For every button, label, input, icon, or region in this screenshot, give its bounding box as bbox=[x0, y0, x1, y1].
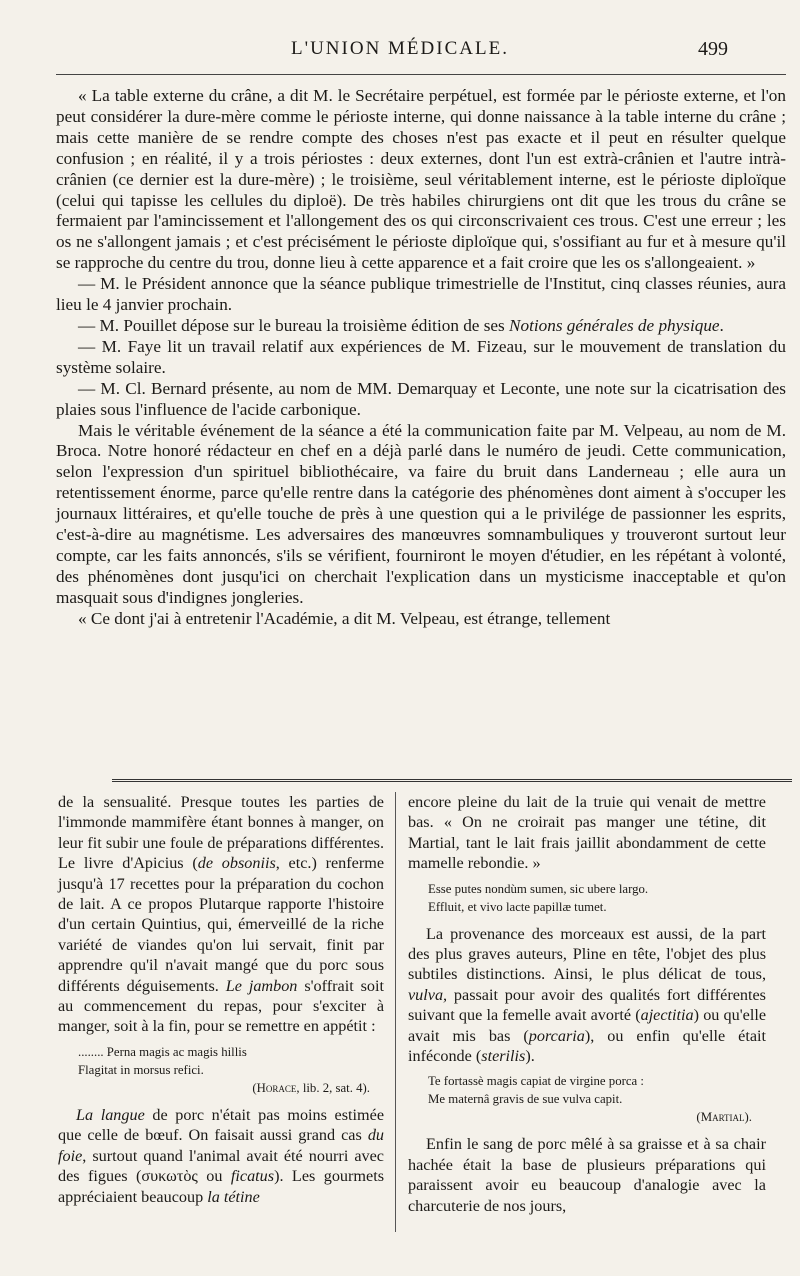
text-run: de porc n'était pas moins estimée que celle de bœuf. On faisait aussi grand cas bbox=[58, 1105, 384, 1145]
header-rule bbox=[56, 74, 786, 75]
quote-line: Me maternâ gravis de sue vulva capit. bbox=[428, 1092, 623, 1107]
italic-run: du foie bbox=[58, 1126, 384, 1165]
quote-line: Effluit, et vivo lacte papillæ tumet. bbox=[428, 899, 607, 914]
pouillet-end: . bbox=[719, 315, 724, 335]
text-run: passait pour avoir des qualités fort différentes suivant que la femelle avait avorté ( bbox=[408, 985, 766, 1025]
cite-author: Martial bbox=[700, 1110, 745, 1125]
text-run: ou bbox=[197, 1167, 231, 1186]
martial-quote-1 bbox=[428, 880, 766, 916]
martial-quote-2 bbox=[428, 1072, 766, 1126]
quote-line: Esse putes nondùm sumen, sic ubere largo. bbox=[428, 881, 649, 896]
italic-run: vulva, bbox=[408, 985, 448, 1004]
italic-run: La langue bbox=[76, 1105, 145, 1124]
quote-line: Te fortassè magis capiat de virgine porca : bbox=[428, 1074, 644, 1089]
right-paragraph-1: encore pleine du lait de la truie qui venait de mettre bas. « On ne croirait pas manger une tétine, dit Martial, tant le lait frais jaillit abondamment de cette mamelle rebondie. » bbox=[408, 793, 766, 873]
text-run: ). Les gourmets appréciaient beaucoup bbox=[58, 1167, 384, 1206]
page-header bbox=[60, 38, 740, 68]
italic-run: ficatus bbox=[230, 1167, 275, 1186]
text-run: , etc.) renferme jusqu'à 17 recettes pour la préparation du cochon de lait. A ce propos Plutarque rapporte l'histoire d'un certain Quintius, qui, émerveillé de la riche variété de viandes qu'on lui servait, finit par apprendre qu'il n'avait mangé que du porc sous différents déguisements. bbox=[58, 854, 385, 995]
quote-line: ........ Perna magis ac magis hillis bbox=[78, 1044, 247, 1059]
pouillet-text: — M. Pouillet dépose sur le bureau la troisième édition de ses bbox=[78, 315, 510, 335]
italic-run: de obsoniis bbox=[197, 854, 276, 873]
paragraph-velpeau-quote: « Ce dont j'ai à entretenir l'Académie, a dit M. Velpeau, est étrange, tellement bbox=[78, 608, 611, 628]
book-title: Notions générales de physique bbox=[509, 315, 720, 335]
text-run: s'offrait soit au commencement du repas, pour s'exciter à manger, soit à la fin, pour se remettre en appétit : bbox=[58, 976, 384, 1036]
italic-run: porcaria bbox=[528, 1026, 585, 1045]
paragraph-faye: — M. Faye lit un travail relatif aux expériences de M. Fizeau, sur le mouvement de translation du système solaire. bbox=[56, 336, 786, 377]
feuilleton-rule bbox=[112, 779, 792, 782]
text-run: ). bbox=[525, 1047, 535, 1066]
italic-run: sterilis bbox=[481, 1047, 526, 1066]
right-paragraph-3: Enfin le sang de porc mêlé à sa graisse et à sa chair hachée était la base de plusieurs préparations qui paraissent avoir eu beaucoup d'analogie avec la charcuterie de nos jours, bbox=[408, 1135, 766, 1215]
quote-citation: (Martial). bbox=[696, 1110, 752, 1125]
greek-run: συκωτὸς bbox=[141, 1167, 198, 1186]
paragraph-secretaire-quote: « La table externe du crâne, a dit M. le Secrétaire perpétuel, est formée par le périoste externe, et l'on peut considérer la dure-mère comme le périoste interne, qui donne naissance à la table interne du crâne ; mais cette manière de se rendre compte des choses n'est pas exacte et il peut en résulter quelque confusion ; en réalité, il y a trois périostes : deux externes, dont l'un est extrà-crânien et l'autre intrà-crânien (ce dernier est la dure-mère) ; le troisième, seul véritablement interne, est le périoste diploïque (celui qui tapisse les cellules du diploë). De très habiles chirurgiens ont dit que les trous du crâne se fermaient par l'amincissement et l'allongement des os qui circonscrivaient ces trous. C'est une erreur ; les os ne s'allongent jamais ; et c'est précisément le périoste diploïque qui, s'ossifiant au fur et à mesure qu'il se rapproche du centre du trou, donne lieu à cette apparence et a fait croire que les os s'allongeaient. » bbox=[56, 86, 786, 273]
page-number: 499 bbox=[698, 38, 728, 60]
quote-line: Flagitat in morsus refici. bbox=[78, 1062, 204, 1077]
paragraph-pouillet bbox=[56, 316, 786, 337]
column-divider bbox=[395, 792, 396, 1232]
left-paragraph-1 bbox=[58, 792, 384, 1037]
right-paragraph-2 bbox=[408, 924, 766, 1067]
italic-run: ajectitia bbox=[640, 1006, 694, 1025]
italic-run: Le jambon bbox=[225, 976, 298, 995]
paragraph-bernard: — M. Cl. Bernard présente, au nom de MM. Demarquay et Leconte, une note sur la cicatrisation des plaies sous l'influence de l'acide carbonique. bbox=[56, 378, 786, 419]
running-title: L'UNION MÉDICALE. bbox=[291, 38, 509, 59]
cite-reference: , lib. 2, sat. 4). bbox=[296, 1080, 370, 1095]
quote-citation: (Horace, lib. 2, sat. 4). bbox=[252, 1080, 370, 1095]
main-article bbox=[56, 86, 786, 630]
text-run: ) ou qu'elle avait mis bas ( bbox=[408, 1006, 767, 1045]
horace-quote bbox=[78, 1043, 384, 1097]
feuilleton-right-column bbox=[408, 792, 766, 1216]
text-run: ), ou enfin qu'elle était inféconde ( bbox=[408, 1026, 766, 1066]
text-run: La provenance des morceaux est aussi, de la part des plus graves auteurs, Pline en tête, l'objet des plus subtiles distinctions. Ainsi, le plus délicat de tous, bbox=[408, 924, 766, 984]
cite-author: Horace bbox=[256, 1080, 297, 1095]
paragraph-velpeau-event: Mais le véritable événement de la séance a été la communication faite par M. Velpeau, au nom de M. Broca. Notre honoré rédacteur en chef en a déjà parlé dans le numéro de jeudi. Cette communication, selon l'expression d'un spirituel bibliothécaire, va faire du bruit dans Landerneau ; elle aura un retentissement énorme, parce qu'elle rentre dans la catégorie des phénomènes dont aiment à s'occuper les journaux littéraires, et qu'elle touche de près à une question qui a le privilége de passionner les esprits, c'est-à-dire au magnétisme. Les adversaires des manœuvres somnambuliques y trouveront surtout leur compte, car les faits annoncés, s'ils se vérifient, fourniront le moyen d'étudier, en les répétant à volonté, des phénomènes dont jusqu'ici on cherchait l'explication dans un mysticisme inacceptable et qu'on masquait sous d'indignes jongleries. bbox=[56, 420, 786, 607]
text-run: de la sensualité. Presque toutes les parties de l'immonde mammifère étant bonnes à manger, on leur fit subir une foule de préparations différentes. Le livre d'Apicius ( bbox=[58, 793, 384, 873]
left-paragraph-2 bbox=[58, 1105, 384, 1207]
feuilleton-left-column bbox=[58, 792, 384, 1207]
text-run: , surtout quand l'animal avait été nourri avec des figues ( bbox=[58, 1146, 384, 1186]
paragraph-president: — M. le Président annonce que la séance publique trimestrielle de l'Institut, cinq classes réunies, aura lieu le 4 janvier prochain. bbox=[56, 274, 786, 315]
italic-run: la tétine bbox=[207, 1187, 260, 1206]
